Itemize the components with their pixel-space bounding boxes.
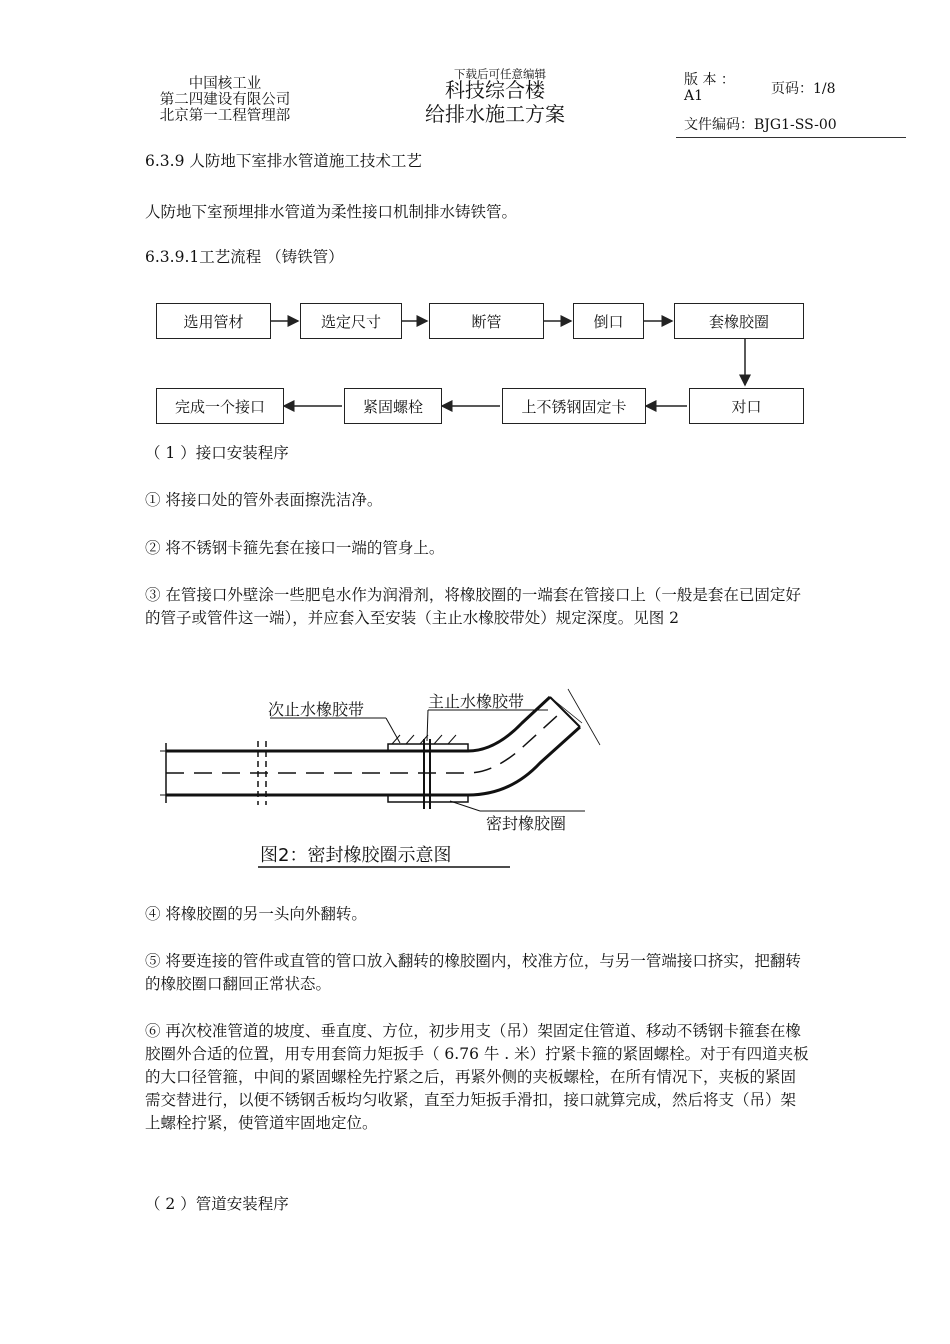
- figure-2-seal-ring-diagram: [150, 683, 620, 873]
- intro-paragraph: 人防地下室预埋排水管道为柔性接口机制排水铸铁管。: [145, 203, 518, 221]
- org-line-2: 第二四建设有限公司: [159, 92, 291, 108]
- step-1: ① 将接口处的管外表面擦洗洁净。: [145, 491, 383, 509]
- header-divider: [676, 137, 906, 138]
- label-seal-ring: 密封橡胶圈: [486, 814, 567, 833]
- step-5: ⑤ 将要连接的管件或直管的管口放入翻转的橡胶圈内，校准方位，与另一管端接口挤实，把翻转的橡胶圈口翻回正常状态。: [145, 952, 801, 993]
- title-line-1: 科技综合楼: [445, 78, 545, 102]
- dim-line-b: [568, 689, 600, 745]
- document-title: [380, 78, 610, 126]
- dim-line-a: [550, 697, 582, 723]
- org-line-1: 中国核工业: [188, 76, 262, 92]
- label-secondary-rubber-band: 次止水橡胶带: [268, 700, 365, 719]
- flow-step-chamfer: 倒口: [573, 303, 644, 339]
- step-2: ② 将不锈钢卡箍先套在接口一端的管身上。: [145, 539, 445, 557]
- title-line-2: 给排水施工方案: [425, 102, 565, 126]
- leader-secondary: [386, 718, 400, 743]
- figure-2-caption: 图2：密封橡胶圈示意图: [260, 845, 452, 866]
- leader-main: [427, 710, 428, 741]
- label-main-rubber-band: 主止水橡胶带: [428, 692, 525, 711]
- flow-step-fit-steel-clamp: 上不锈钢固定卡: [502, 388, 646, 424]
- flow-step-fit-rubber-ring: 套橡胶圈: [674, 303, 804, 339]
- flow-step-align-joint: 对口: [689, 388, 804, 424]
- org-line-3: 北京第一工程管理部: [159, 108, 291, 124]
- step-4: ④ 将橡胶圈的另一头向外翻转。: [145, 905, 367, 923]
- flow-step-complete-joint: 完成一个接口: [156, 388, 284, 424]
- subsection-title: 6.3.9.1工艺流程 （铸铁管）: [145, 248, 344, 266]
- step-3: ③ 在管接口外壁涂一些肥皂水作为润滑剂，将橡胶圈的一端套在管接口上（一般是套在已固定好的管子或管件这一端），并应套入至安装（主止水橡胶带处）规定深度。见图 2: [145, 586, 801, 627]
- flow-step-select-pipe: 选用管材: [156, 303, 271, 339]
- page-number: 页码：1/8: [771, 81, 836, 97]
- process-flowchart: [150, 295, 820, 430]
- pipe-bottom-edge: [166, 727, 580, 795]
- organization-name: [120, 76, 330, 124]
- procedure-2-title: （ 2 ）管道安装程序: [145, 1195, 289, 1213]
- download-note: 下载后可任意编辑: [454, 67, 546, 81]
- pipe-centerline: [166, 715, 558, 773]
- flow-step-cut-pipe: 断管: [429, 303, 544, 339]
- flow-step-tighten-bolts: 紧固螺栓: [344, 388, 442, 424]
- section-title: 6.3.9 人防地下室排水管道施工技术工艺: [145, 152, 422, 170]
- file-code: 文件编码：BJG1-SS-00: [684, 117, 837, 133]
- version-label: 版 本 ：: [684, 72, 735, 88]
- step-6: ⑥ 再次校准管道的坡度、垂直度、方位，初步用支（吊）架固定住管道、移动不锈钢卡箍套在橡胶圈外合适的位置，用专用套筒力矩扳手（ 6.76 牛 . 米）拧紧卡箍的紧固螺栓。对于有四道夹板的大口径管箍，中间的紧固螺栓先拧紧之后，再紧外侧的夹板螺栓，在所有情况下，夹板的紧固需交替进行，以便不锈钢舌板均匀收紧，直至力矩扳手滑扣，接口就算完成，然后将支（吊）架上螺栓拧紧，使管道牢固地定位。: [145, 1022, 809, 1132]
- version-value: A1: [684, 88, 704, 104]
- flow-step-select-size: 选定尺寸: [300, 303, 402, 339]
- procedure-1-title: （ 1 ）接口安装程序: [145, 444, 289, 462]
